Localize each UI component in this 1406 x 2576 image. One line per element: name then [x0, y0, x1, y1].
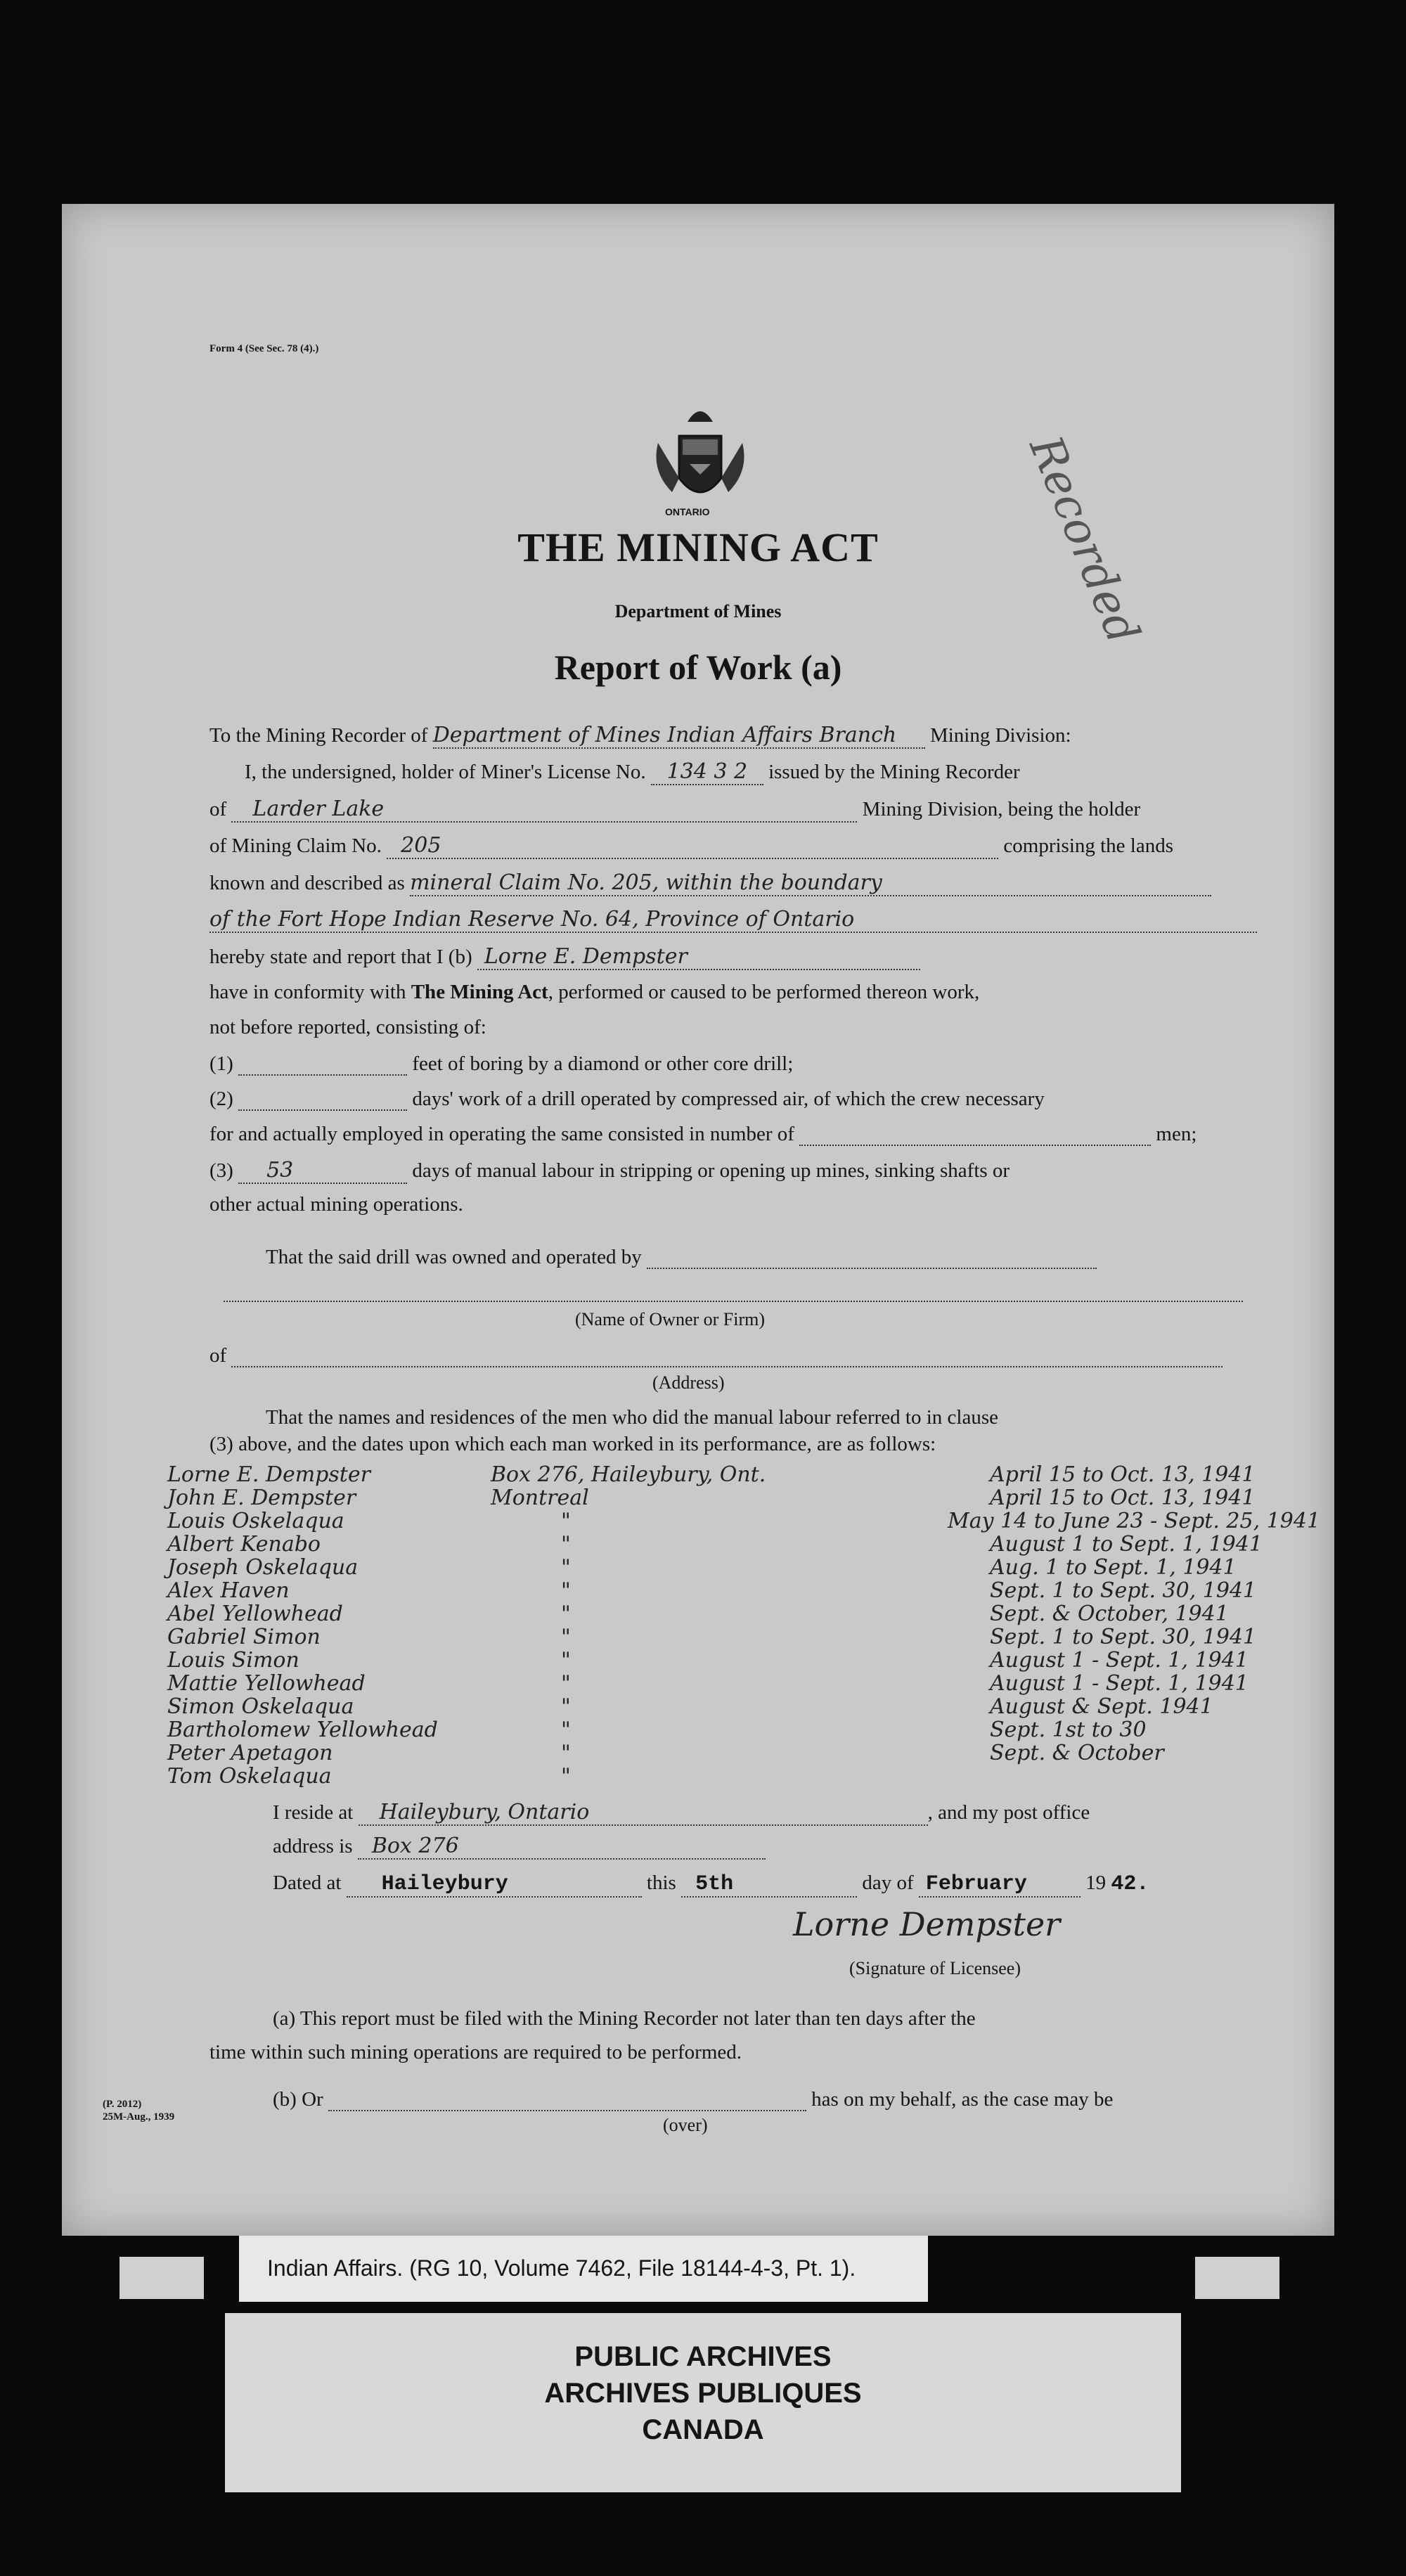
- roster-dates: Sept. & October, 1941: [990, 1602, 1229, 1626]
- roster-dates: Sept. 1 to Sept. 30, 1941: [990, 1625, 1257, 1649]
- document-page: [62, 204, 1334, 2236]
- roster-residence: ": [561, 1671, 571, 1696]
- roster-name: Louis Simon: [167, 1648, 299, 1673]
- conformity-line: [209, 981, 979, 1004]
- item-2: [209, 1088, 1045, 1111]
- crew-count-field: [799, 1126, 1151, 1146]
- item-1-field: [238, 1056, 407, 1076]
- roster-dates: Sept. & October: [990, 1741, 1164, 1765]
- roster-row: [167, 1718, 1292, 1741]
- note-a-line-1: (a) This report must be filed with the Mining Recorder not later than ten days after the: [273, 2007, 976, 2030]
- roster-dates: Sept. 1 to Sept. 30, 1941: [990, 1578, 1257, 1603]
- archive-stamp: [225, 2313, 1181, 2492]
- item-3-days-field: 53: [238, 1158, 407, 1184]
- item-3: [209, 1158, 1010, 1184]
- item-3-text: days of manual labour in stripping or opening up mines, sinking shafts or: [412, 1159, 1010, 1182]
- this-label: this: [646, 1872, 676, 1894]
- roster-dates: May 14 to June 23 - Sept. 25, 1941: [948, 1509, 1321, 1533]
- names-paragraph-2: (3) above, and the dates upon which each man worked in its performance, are as follows:: [209, 1433, 936, 1455]
- roster-residence: ": [561, 1718, 571, 1742]
- item-2-field: [238, 1091, 407, 1111]
- roster-row: [167, 1602, 1292, 1625]
- dated-line: [273, 1872, 1149, 1898]
- day-field: 5th: [681, 1872, 857, 1898]
- described-line: [209, 870, 1211, 896]
- roster-name: Gabriel Simon: [167, 1625, 321, 1649]
- roster-residence: ": [561, 1741, 571, 1765]
- post-office-label: , and my post office: [927, 1801, 1090, 1824]
- roster-residence: Box 276, Haileybury, Ont.: [491, 1462, 766, 1487]
- crest-label: ONTARIO: [665, 506, 710, 517]
- roster-residence: ": [561, 1578, 571, 1603]
- roster-name: Joseph Oskelaqua: [167, 1555, 359, 1580]
- archive-reference-label: [239, 2236, 928, 2302]
- item-2-cont-text: for and actually employed in operating the same consisted in number of: [209, 1123, 794, 1145]
- roster-row: [167, 1486, 1292, 1509]
- year-prefix: 19: [1085, 1872, 1107, 1894]
- drill-owner-field: [647, 1249, 1097, 1269]
- post-address-field: Box 276: [358, 1834, 766, 1860]
- described-field-1: mineral Claim No. 205, within the boundary: [410, 870, 1211, 896]
- item-2-text: days' work of a drill operated by compressed air, of which the crew necessary: [412, 1088, 1045, 1110]
- roster-row: [167, 1509, 1321, 1533]
- archive-tab-left: [120, 2257, 204, 2299]
- drill-owned-label: That the said drill was owned and operated by: [266, 1246, 642, 1268]
- recorder-field: Department of Mines Indian Affairs Branch: [433, 723, 925, 749]
- signature-caption: (Signature of Licensee): [849, 1958, 1021, 1978]
- roster-name: Bartholomew Yellowhead: [167, 1718, 438, 1742]
- known-described-label: known and described as: [209, 872, 405, 894]
- act-name: The Mining Act: [411, 981, 548, 1003]
- note-b-text: has on my behalf, as the case may be: [811, 2088, 1114, 2111]
- licensee-signature: Lorne Dempster: [793, 1905, 1061, 1943]
- note-b-field: [328, 2092, 806, 2111]
- archive-tab-right: [1195, 2257, 1279, 2299]
- division-line: [209, 797, 1140, 823]
- claim-label: of Mining Claim No.: [209, 835, 382, 857]
- of-label: of: [209, 798, 227, 820]
- roster-row: [167, 1578, 1292, 1602]
- hereby-label: hereby state and report that I (b): [209, 946, 472, 968]
- item-3-continued: other actual mining operations.: [209, 1193, 463, 1216]
- address-caption: (Address): [652, 1372, 725, 1393]
- roster-residence: ": [561, 1532, 571, 1557]
- roster-name: Simon Oskelaqua: [167, 1694, 354, 1719]
- print-code-2: 25M-Aug., 1939: [103, 2111, 175, 2123]
- roster-row: [167, 1671, 1292, 1695]
- roster-row: [167, 1648, 1292, 1672]
- drill-owned-line: [266, 1246, 1097, 1269]
- issued-by-label: issued by the Mining Recorder: [768, 761, 1020, 783]
- described-line-2: [209, 907, 1257, 933]
- archive-reference: Indian Affairs. (RG 10, Volume 7462, File 18144-4-3, Pt. 1).: [267, 2255, 856, 2281]
- roster-name: Lorne E. Dempster: [167, 1462, 370, 1487]
- roster-dates: August 1 - Sept. 1, 1941: [990, 1648, 1249, 1673]
- to-recorder-label: To the Mining Recorder of: [209, 724, 428, 747]
- year-suffix: 42.: [1111, 1872, 1149, 1896]
- license-number-field: 134 3 2: [651, 759, 763, 785]
- roster-residence: ": [561, 1764, 571, 1789]
- address-is-line: [273, 1834, 766, 1860]
- roster-dates: April 15 to Oct. 13, 1941: [990, 1462, 1256, 1487]
- roster-residence: Montreal: [491, 1486, 589, 1510]
- roster-name: Alex Haven: [167, 1578, 290, 1603]
- roster-name: Mattie Yellowhead: [167, 1671, 366, 1696]
- claim-line: [209, 833, 1173, 859]
- roster-row: [167, 1764, 1292, 1788]
- roster-residence: ": [561, 1648, 571, 1673]
- ontario-crest-icon: [630, 394, 770, 520]
- described-field-2: of the Fort Hope Indian Reserve No. 64, Province of Ontario: [209, 907, 1257, 933]
- recorder-line: [209, 723, 1071, 749]
- report-title: Report of Work (a): [554, 648, 842, 687]
- roster-dates: Sept. 1st to 30: [990, 1718, 1147, 1742]
- roster-name: Albert Kenabo: [167, 1532, 321, 1557]
- hereby-line: [209, 944, 920, 970]
- of-address-label: of: [209, 1344, 227, 1367]
- roster-name: Louis Oskelaqua: [167, 1509, 344, 1533]
- roster-dates: August 1 - Sept. 1, 1941: [990, 1671, 1249, 1696]
- day-of-label: day of: [862, 1872, 914, 1894]
- address-field: [231, 1348, 1223, 1367]
- not-before-line: not before reported, consisting of:: [209, 1016, 486, 1038]
- item-1-number: (1): [209, 1052, 233, 1075]
- note-b-label: (b) Or: [273, 2088, 323, 2111]
- roster-dates: April 15 to Oct. 13, 1941: [990, 1486, 1256, 1510]
- roster-residence: ": [561, 1602, 571, 1626]
- note-a-line-2: time within such mining operations are required to be performed.: [209, 2041, 742, 2063]
- division-field: Larder Lake: [231, 797, 857, 823]
- form-number: Form 4 (See Sec. 78 (4).): [209, 343, 319, 354]
- print-code-1: (P. 2012): [103, 2099, 142, 2110]
- roster-name: Peter Apetagon: [167, 1741, 333, 1765]
- address-line: [209, 1344, 1223, 1367]
- roster-row: [167, 1532, 1292, 1556]
- roster-name: John E. Dempster: [167, 1486, 356, 1510]
- department-name: Department of Mines: [614, 601, 782, 622]
- month-field: February: [919, 1872, 1081, 1898]
- item-1: [209, 1052, 793, 1076]
- roster-row: [167, 1694, 1292, 1718]
- roster-row: [167, 1462, 1292, 1486]
- roster-residence: ": [561, 1694, 571, 1719]
- reside-line: [273, 1800, 1090, 1826]
- roster-row: [167, 1741, 1292, 1765]
- conformity-pre: have in conformity with: [209, 981, 406, 1003]
- comprising-label: comprising the lands: [1003, 835, 1174, 857]
- address-is-label: address is: [273, 1835, 353, 1857]
- license-line: [245, 759, 1020, 785]
- dated-at-label: Dated at: [273, 1872, 342, 1894]
- item-2-number: (2): [209, 1088, 233, 1110]
- item-2-men: men;: [1156, 1123, 1197, 1145]
- claim-number-field: 205: [387, 833, 998, 859]
- owner-line: [224, 1301, 1243, 1302]
- note-b-line: [273, 2088, 1113, 2111]
- roster-row: [167, 1555, 1292, 1579]
- names-paragraph-1: That the names and residences of the men who did the manual labour referred to in clause: [266, 1406, 999, 1429]
- roster-name: Abel Yellowhead: [167, 1602, 343, 1626]
- dated-place-field: Haileybury: [347, 1872, 642, 1898]
- recorded-stamp: Recorded: [1019, 429, 1149, 651]
- archive-line-1: PUBLIC ARCHIVES: [574, 2341, 832, 2372]
- roster-dates: August & Sept. 1941: [990, 1694, 1213, 1719]
- being-holder-label: Mining Division, being the holder: [862, 798, 1141, 820]
- archive-line-3: CANADA: [642, 2414, 764, 2445]
- item-2-continued: [209, 1123, 1197, 1146]
- licensee-name-field: Lorne E. Dempster: [477, 944, 920, 970]
- over-label: (over): [663, 2115, 708, 2135]
- reside-label: I reside at: [273, 1801, 354, 1824]
- roster-residence: ": [561, 1625, 571, 1649]
- owner-caption: (Name of Owner or Firm): [575, 1309, 766, 1329]
- roster-name: Tom Oskelaqua: [167, 1764, 332, 1789]
- roster-row: [167, 1625, 1292, 1649]
- conformity-post: , performed or caused to be performed thereon work,: [548, 981, 980, 1003]
- act-title: THE MINING ACT: [517, 524, 879, 570]
- roster-residence: ": [561, 1555, 571, 1580]
- mining-division-label: Mining Division:: [929, 724, 1071, 747]
- item-3-number: (3): [209, 1159, 233, 1182]
- roster-dates: Aug. 1 to Sept. 1, 1941: [990, 1555, 1237, 1580]
- item-1-text: feet of boring by a diamond or other core drill;: [412, 1052, 794, 1075]
- undersigned-label: I, the undersigned, holder of Miner's License No.: [245, 761, 646, 783]
- archive-line-2: ARCHIVES PUBLIQUES: [544, 2378, 862, 2409]
- roster-dates: August 1 to Sept. 1, 1941: [990, 1532, 1263, 1557]
- roster-residence: ": [561, 1509, 571, 1533]
- residence-field: Haileybury, Ontario: [359, 1800, 928, 1826]
